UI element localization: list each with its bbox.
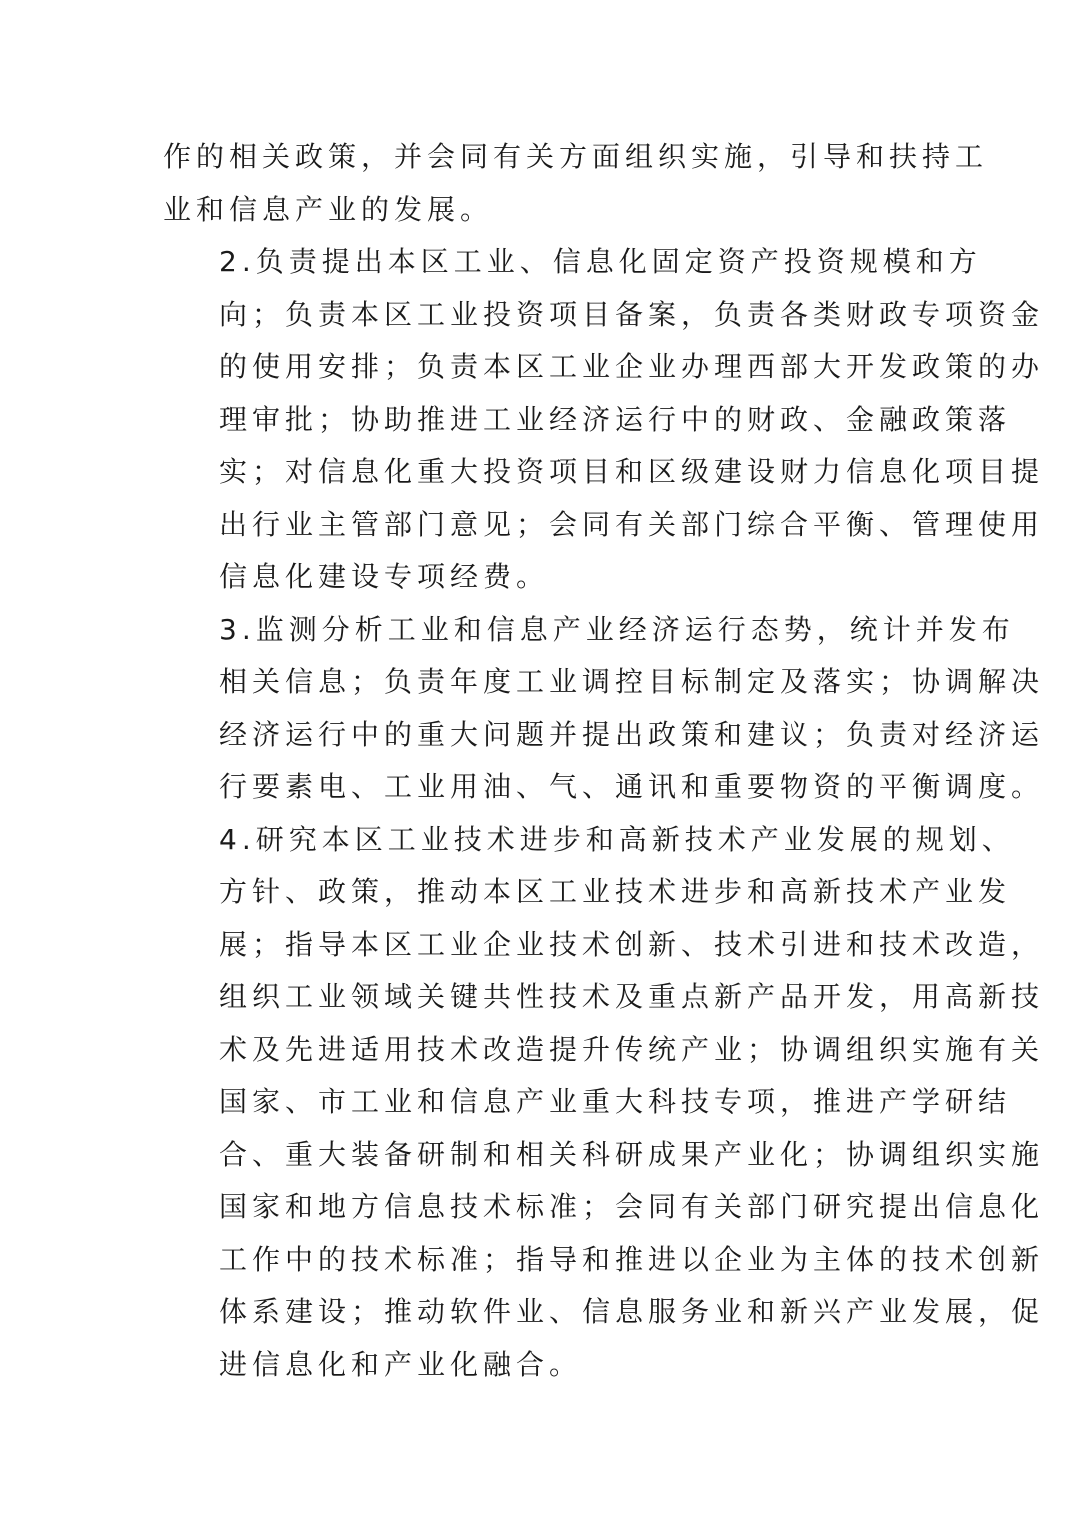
text-line: 出行业主管部门意见；会同有关部门综合平衡、管理使用 [219,507,1045,541]
text-line: 实；对信息化重大投资项目和区级建设财力信息化项目提 [219,455,1045,488]
text-line: 2.负责提出本区工业、信息化固定资产投资规模和方 [219,245,982,278]
text-line: 的使用安排；负责本区工业企业办理西部大开发政策的办 [219,350,1045,383]
text-line: 组织工业领域关键共性技术及重点新产品开发，用高新技 [219,980,1045,1013]
text-line: 4.研究本区工业技术进步和高新技术产业发展的规划、 [219,822,1015,856]
text-line: 工作中的技术标准；指导和推进以企业为主体的技术创新 [219,1242,1045,1276]
text-line: 经济运行中的重大问题并提出政策和建议；负责对经济运 [219,717,1045,751]
text-line: 国家、市工业和信息产业重大科技专项，推进产学研结 [219,1085,1012,1118]
text-line: 理审批；协助推进工业经济运行中的财政、金融政策落 [219,402,1012,436]
document-body [163,131,1045,1391]
text-line: 展；指导本区工业企业技术创新、技术引进和技术改造， [219,927,1045,961]
text-line: 行要素电、工业用油、气、通讯和重要物资的平衡调度。 [219,770,1045,803]
text-line: 业和信息产业的发展。 [163,192,494,226]
text-line: 合、重大装备研制和相关科研成果产业化；协调组织实施 [219,1137,1045,1171]
paragraph-3 [163,604,1045,814]
text-line: 3.监测分析工业和信息产业经济运行态势，统计并发布 [219,612,1015,646]
text-line: 国家和地方信息技术标准；会同有关部门研究提出信息化 [219,1190,1045,1223]
paragraph-2 [163,236,1045,604]
text-line: 体系建设；推动软件业、信息服务业和新兴产业发展，促 [219,1295,1045,1328]
text-line: 进信息化和产业化融合。 [219,1347,583,1381]
text-line: 信息化建设专项经费。 [219,560,550,593]
paragraph-4 [163,814,1045,1392]
text-line: 相关信息；负责年度工业调控目标制定及落实；协调解决 [219,665,1045,698]
text-line: 方针、政策，推动本区工业技术进步和高新技术产业发 [219,875,1012,908]
text-line: 作的相关政策，并会同有关方面组织实施，引导和扶持工 [163,140,989,173]
text-line: 向；负责本区工业投资项目备案，负责各类财政专项资金 [219,297,1045,331]
text-line: 术及先进适用技术改造提升传统产业；协调组织实施有关 [219,1032,1045,1066]
paragraph-1-continued [163,131,989,236]
